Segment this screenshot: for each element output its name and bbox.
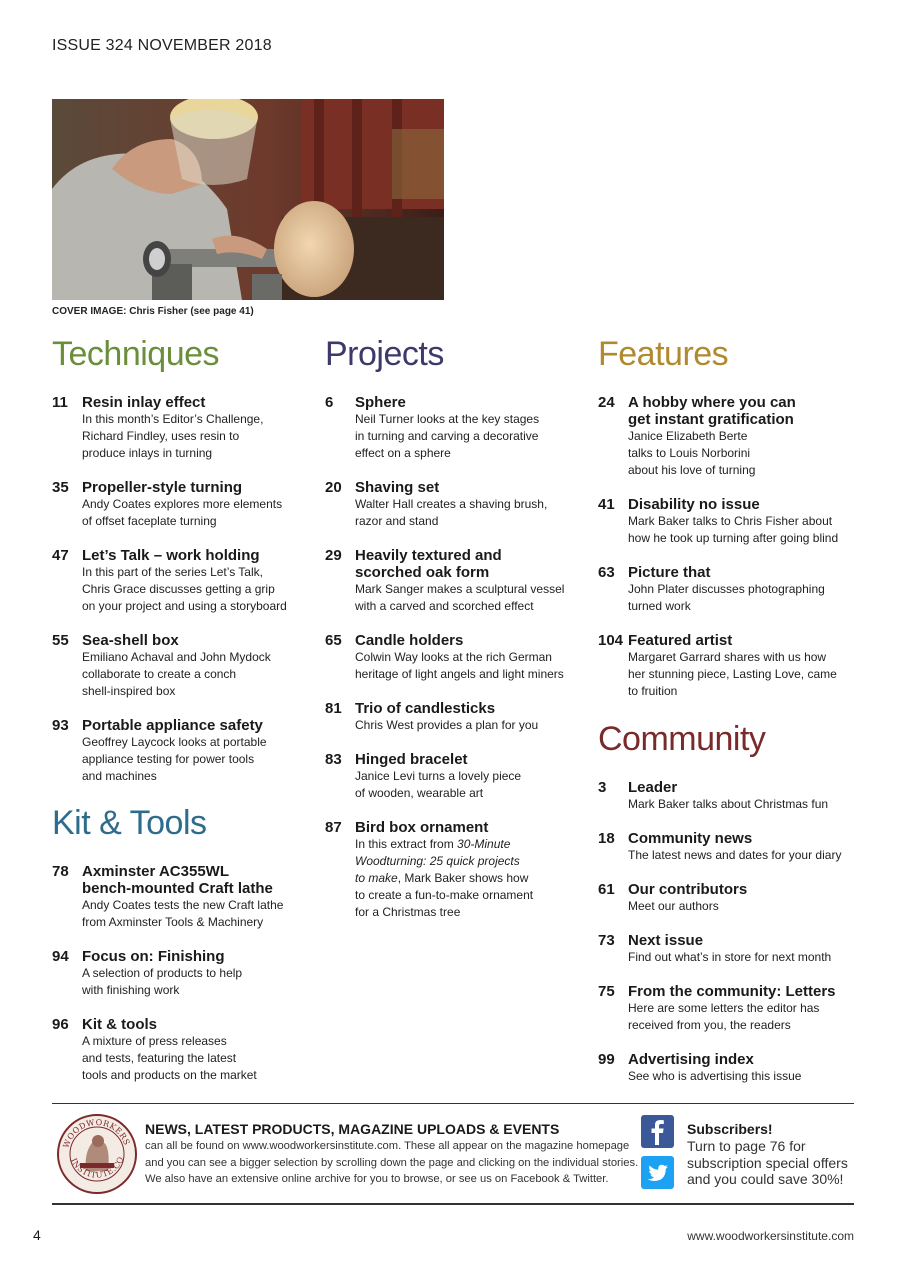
list-item[interactable] xyxy=(325,700,575,734)
item-title: Heavily textured and scorched oak form xyxy=(355,547,502,581)
news-block xyxy=(145,1121,640,1188)
svg-text:WOODWORKERS: WOODWORKERS xyxy=(61,1117,132,1150)
list-item[interactable] xyxy=(598,394,854,479)
page-number: 65 xyxy=(325,632,342,649)
list-item[interactable] xyxy=(598,830,854,864)
list-item[interactable] xyxy=(52,547,302,615)
item-title: Sphere xyxy=(355,394,406,411)
item-desc: Margaret Garrard shares with us how her stunning piece, Lasting Love, came to fruition xyxy=(628,650,837,698)
facebook-icon[interactable] xyxy=(641,1115,674,1148)
item-desc: Mark Sanger makes a sculptural vessel with a carved and scorched effect xyxy=(355,582,565,613)
item-desc: A selection of products to help with finishing work xyxy=(82,966,243,997)
item-desc: Andy Coates tests the new Craft lathe from Axminster Tools & Machinery xyxy=(82,898,284,929)
page-number: 83 xyxy=(325,751,342,768)
list-item[interactable] xyxy=(325,751,575,802)
list-item[interactable] xyxy=(598,779,854,813)
page-number: 35 xyxy=(52,479,69,496)
desc-pre: In this extract from xyxy=(355,837,458,851)
techniques-heading: Techniques xyxy=(52,335,220,373)
item-title: Shaving set xyxy=(355,479,440,496)
item-desc xyxy=(355,836,575,921)
news-title: NEWS, LATEST PRODUCTS, MAGAZINE UPLOADS & EVENTS xyxy=(145,1121,560,1137)
list-item[interactable] xyxy=(325,819,575,921)
list-item[interactable] xyxy=(598,881,854,915)
item-title: Portable appliance safety xyxy=(82,717,263,734)
item-title: Axminster AC355WL bench-mounted Craft lathe xyxy=(82,863,273,897)
item-title: Community news xyxy=(628,830,753,847)
subscribers-body: Turn to page 76 for subscription special offers and you could save 30%! xyxy=(687,1138,848,1187)
svg-text:INSTITUTE.COM: INSTITUTE.CO xyxy=(69,1155,126,1180)
item-desc: See who is advertising this issue xyxy=(628,1069,802,1083)
page-number: 61 xyxy=(598,881,615,898)
item-desc: In this month’s Editor’s Challenge, Richard Findley, uses resin to produce inlays in turning xyxy=(82,412,264,460)
page-number: 63 xyxy=(598,564,615,581)
list-item[interactable] xyxy=(52,632,302,700)
projects-heading: Projects xyxy=(325,335,444,373)
list-item[interactable] xyxy=(52,394,302,462)
page-number: 3 xyxy=(598,779,607,796)
item-title: Focus on: Finishing xyxy=(82,948,225,965)
item-desc: Emiliano Achaval and John Mydock collaborate to create a conch shell-inspired box xyxy=(82,650,271,698)
page-number: 93 xyxy=(52,717,69,734)
page-number: 99 xyxy=(598,1051,615,1068)
item-desc: Geoffrey Laycock looks at portable appliance testing for power tools and machines xyxy=(82,735,267,783)
list-item[interactable] xyxy=(598,983,854,1034)
item-desc: The latest news and dates for your diary xyxy=(628,848,842,862)
item-title: Our contributors xyxy=(628,881,748,898)
item-title: Kit & tools xyxy=(82,1016,157,1033)
community-column xyxy=(598,719,854,1102)
item-title: Let’s Talk – work holding xyxy=(82,547,260,564)
item-desc: Colwin Way looks at the rich German heritage of light angels and light miners xyxy=(355,650,564,681)
subscribers-title: Subscribers! xyxy=(687,1121,773,1137)
item-desc: Chris West provides a plan for you xyxy=(355,718,539,732)
page-number: 29 xyxy=(325,547,342,564)
item-desc: John Plater discusses photographing turned work xyxy=(628,582,825,613)
list-item[interactable] xyxy=(52,1016,302,1084)
techniques-column xyxy=(52,334,302,802)
page-number: 6 xyxy=(325,394,334,411)
list-item[interactable] xyxy=(598,932,854,966)
page-number: 11 xyxy=(52,394,68,411)
item-desc: Meet our authors xyxy=(628,899,719,913)
item-title: Picture that xyxy=(628,564,711,581)
page-number: 87 xyxy=(325,819,342,836)
item-title: Propeller-style turning xyxy=(82,479,243,496)
page-number: 81 xyxy=(325,700,342,717)
projects-column xyxy=(325,334,575,938)
item-desc: Walter Hall creates a shaving brush, razor and stand xyxy=(355,497,548,528)
desc-post: , Mark Baker shows how to create a fun-to-make ornament for a Christmas tree xyxy=(355,871,534,919)
item-title: Leader xyxy=(628,779,678,796)
item-desc: Here are some letters the editor has received from you, the readers xyxy=(628,1001,820,1032)
list-item[interactable] xyxy=(325,632,575,683)
list-item[interactable] xyxy=(52,863,302,931)
page-number: 78 xyxy=(52,863,69,880)
item-desc: Neil Turner looks at the key stages in turning and carving a decorative effect on a sphere xyxy=(355,412,540,460)
item-title: Resin inlay effect xyxy=(82,394,206,411)
footer-top-rule xyxy=(52,1103,854,1104)
book-title: 30-Minute Woodturning: 25 quick projects to make xyxy=(355,837,520,885)
features-heading: Features xyxy=(598,335,729,373)
cover-caption: COVER IMAGE: Chris Fisher (see page 41) xyxy=(52,306,254,317)
list-item[interactable] xyxy=(52,948,302,999)
item-title: Hinged bracelet xyxy=(355,751,468,768)
item-title: Bird box ornament xyxy=(355,819,489,836)
item-desc: Janice Levi turns a lovely piece of wooden, wearable art xyxy=(355,769,522,800)
item-desc: Find out what’s in store for next month xyxy=(628,950,832,964)
list-item[interactable] xyxy=(598,1051,854,1085)
page-number: 41 xyxy=(598,496,615,513)
item-title: Trio of candlesticks xyxy=(355,700,496,717)
page-number: 18 xyxy=(598,830,615,847)
cover-image xyxy=(52,99,444,300)
item-desc: Andy Coates explores more elements of offset faceplate turning xyxy=(82,497,283,528)
page-number: 55 xyxy=(52,632,69,649)
item-desc: Mark Baker talks about Christmas fun xyxy=(628,797,829,811)
twitter-icon[interactable] xyxy=(641,1156,674,1189)
item-desc: Mark Baker talks to Chris Fisher about how he took up turning after going blind xyxy=(628,514,839,545)
community-heading: Community xyxy=(598,720,766,758)
list-item[interactable] xyxy=(325,547,575,615)
footer-banner xyxy=(52,1105,854,1203)
woodworkers-institute-logo[interactable] xyxy=(56,1113,138,1195)
list-item[interactable] xyxy=(598,632,854,700)
list-item[interactable] xyxy=(52,717,302,785)
kit-tools-column xyxy=(52,803,302,1101)
item-title: Advertising index xyxy=(628,1051,754,1068)
item-desc: A mixture of press releases and tests, featuring the latest tools and products on the market xyxy=(82,1034,257,1082)
item-title: From the community: Letters xyxy=(628,983,836,1000)
page-number: 24 xyxy=(598,394,615,411)
page-number: 47 xyxy=(52,547,69,564)
page-number: 20 xyxy=(325,479,342,496)
page-number: 94 xyxy=(52,948,69,965)
item-title: A hobby where you can get instant gratification xyxy=(628,394,796,428)
features-column xyxy=(598,334,854,717)
news-body: can all be found on www.woodworkersinstitute.com. These all appear on the magazine homepage and you can see a bigger selection by scrolling down the page and clicking on the individual stories. We also have an extensive online archive for you to browse, or see us on Facebook & Twitter. xyxy=(145,1140,639,1185)
footer-bottom-rule xyxy=(52,1203,854,1205)
item-title: Disability no issue xyxy=(628,496,760,513)
item-title: Featured artist xyxy=(628,632,733,649)
page-number: 104 xyxy=(598,632,624,649)
list-item[interactable] xyxy=(325,394,575,462)
page-number: 73 xyxy=(598,932,615,949)
item-title: Sea-shell box xyxy=(82,632,179,649)
list-item[interactable] xyxy=(325,479,575,530)
list-item[interactable] xyxy=(52,479,302,530)
page-number: 75 xyxy=(598,983,615,1000)
list-item[interactable] xyxy=(598,496,854,547)
item-title: Candle holders xyxy=(355,632,464,649)
website-url[interactable]: www.woodworkersinstitute.com xyxy=(687,1229,854,1243)
kit-tools-heading: Kit & Tools xyxy=(52,804,207,842)
item-desc: In this part of the series Let’s Talk, Chris Grace discusses getting a grip on your project and using a storyboard xyxy=(82,565,287,613)
page-number-footer: 4 xyxy=(33,1227,41,1243)
item-title: Next issue xyxy=(628,932,704,949)
page-number: 96 xyxy=(52,1016,69,1033)
item-desc: Janice Elizabeth Berte talks to Louis Norborini about his love of turning xyxy=(628,429,756,477)
list-item[interactable] xyxy=(598,564,854,615)
subscribers-block xyxy=(687,1121,857,1188)
issue-line: ISSUE 324 NOVEMBER 2018 xyxy=(52,37,272,54)
